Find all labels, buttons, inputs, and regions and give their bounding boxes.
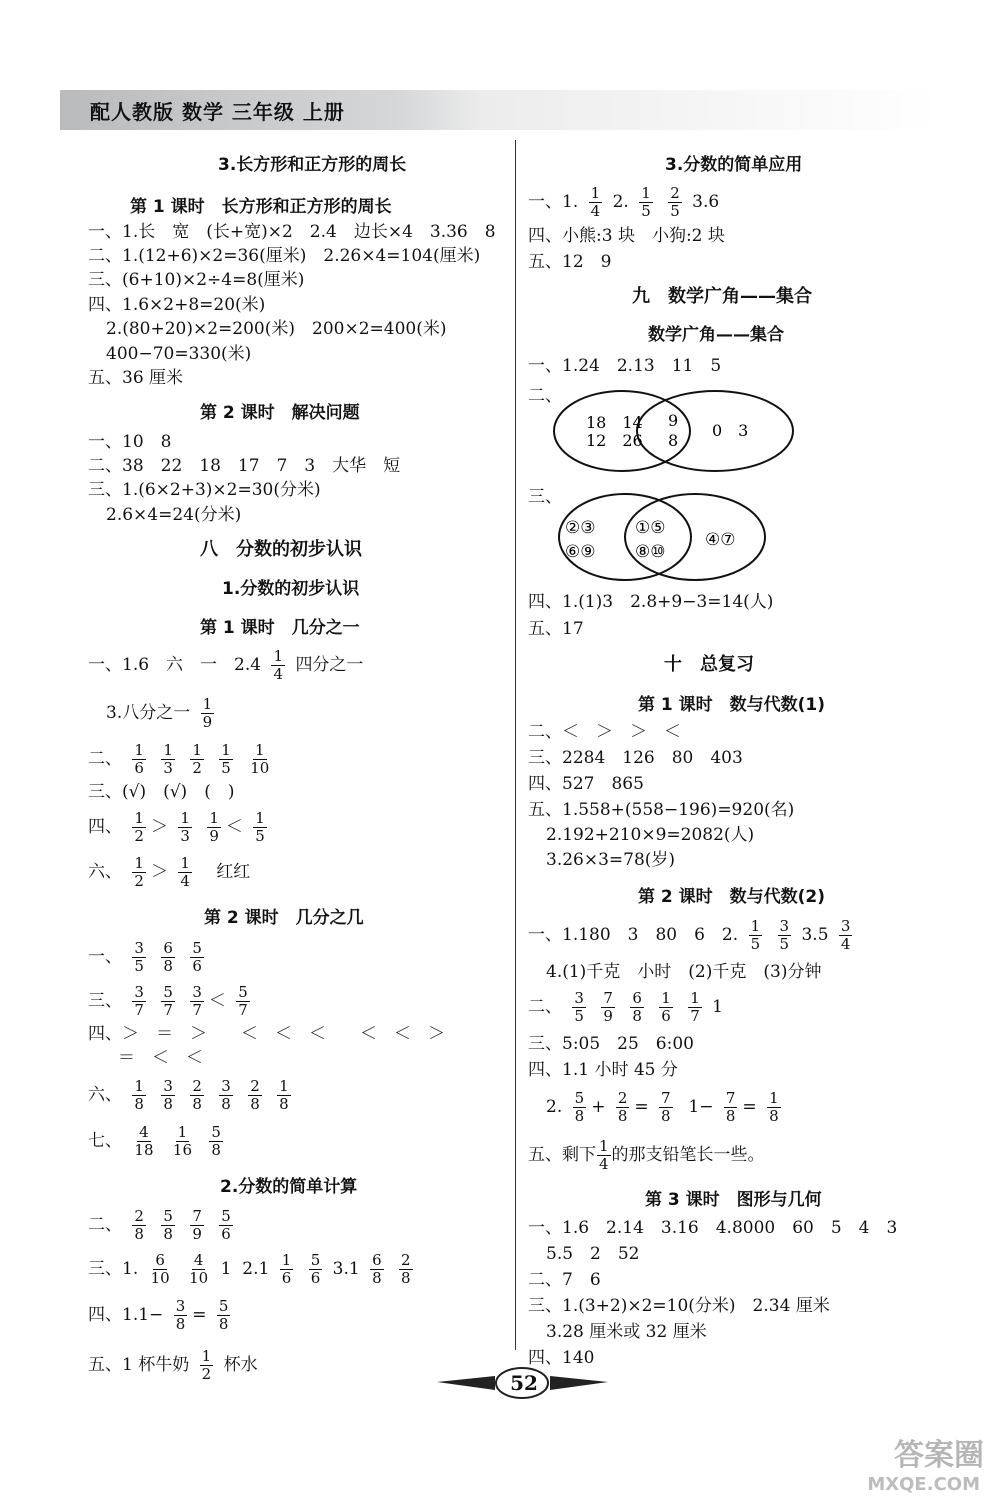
- book-header: 配人教版 数学 三年级 上册: [90, 100, 345, 124]
- answer-text: 四分之一: [295, 655, 364, 675]
- fraction: $\frac{5}{7}$: [163, 983, 173, 1019]
- fraction: $\frac{1}{5}$: [221, 741, 231, 777]
- answer-label: 一、: [88, 947, 122, 967]
- answer-text: 3.八分之一: [106, 703, 191, 723]
- fraction: $\frac{3}{5}$: [574, 989, 584, 1025]
- venn-text: ⑧⑩: [635, 542, 666, 562]
- answer-label: 六、: [88, 862, 122, 882]
- venn-text: ②③: [565, 518, 596, 538]
- page-number: 52: [510, 1371, 538, 1395]
- lesson-title: 第 3 课时 图形与几何: [645, 1190, 822, 1210]
- answer-line: 二、1.(12+6)×2=36(厘米) 2.26×4=104(厘米): [88, 246, 481, 266]
- fraction: $\frac{2}{8}$: [617, 1089, 628, 1125]
- answer-line: [88, 1124, 228, 1159]
- fraction: $\frac{1}{5}$: [641, 184, 651, 220]
- fraction: $\frac{1}{10}$: [250, 741, 270, 777]
- fraction: $\frac{5}{6}$: [310, 1251, 321, 1287]
- fraction: $\frac{2}{8}$: [134, 1207, 144, 1243]
- answer-line: 2.(80+20)×2=200(米) 200×2=400(米): [106, 319, 447, 339]
- fraction: $\frac{1}{2}$: [134, 809, 144, 845]
- answer-label: 三、1.: [88, 1259, 139, 1279]
- answer-line: 二、 $\frac{3}{5}$ $\frac{7}{9}$ $\frac{6}{8}$ $\frac{1}{6}$ $\frac{1}{7}$ 1: [528, 989, 723, 1025]
- venn-text: ④⑦: [705, 530, 736, 550]
- fraction: $\frac{1}{3}$: [163, 741, 173, 777]
- fraction: $\frac{1}{2}$: [201, 1347, 212, 1383]
- watermark-logo: 答案圈: [894, 1438, 984, 1473]
- fraction: $\frac{3}{7}$: [192, 983, 202, 1019]
- answer-line: 一、1.长 宽 (长+宽)×2 2.4 边长×4 3.36 8: [88, 222, 496, 242]
- answer-line: 四、1.1− $\frac{3}{8}$ = $\frac{5}{8}$: [88, 1297, 229, 1333]
- fraction: $\frac{2}{5}$: [670, 184, 680, 220]
- venn-text: 0 3: [712, 421, 749, 440]
- fraction: $\frac{1}{3}$: [180, 809, 190, 845]
- venn-diagram-1: [550, 386, 800, 476]
- fraction: $\frac{1}{8}$: [769, 1089, 779, 1125]
- fraction: $\frac{3}{7}$: [134, 983, 144, 1019]
- fraction: $\frac{1}{5}$: [750, 917, 761, 953]
- lesson-title: 第 1 课时 数与代数(1): [638, 695, 826, 715]
- answer-label: 四、: [88, 1024, 122, 1044]
- fraction: $\frac{7}{9}$: [603, 989, 613, 1025]
- answer-line: 一、1.180 3 80 6 2. $\frac{1}{5}$ $\frac{3}{5}$ 3.5 $\frac{3}{4}$: [528, 917, 851, 953]
- section-title: 3.分数的简单应用: [665, 155, 803, 175]
- answer-line: [106, 696, 219, 731]
- lesson-title: 第 1 课时 几分之一: [200, 618, 360, 638]
- answer-line: 二、7 6: [528, 1270, 601, 1290]
- answer-line: 四、1.6×2+8=20(米): [88, 295, 266, 315]
- section-title: 2.分数的简单计算: [220, 1177, 358, 1197]
- answer-line: [88, 742, 276, 777]
- fraction: $\frac{1}{9}$: [202, 695, 213, 731]
- fraction: $\frac{7}{8}$: [725, 1089, 736, 1125]
- answer-label: 七、: [88, 1131, 122, 1151]
- fraction: $\frac{5}{6}$: [221, 1207, 231, 1243]
- venn-text: 18 14: [586, 413, 643, 432]
- fraction: $\frac{1}{6}$: [281, 1251, 292, 1287]
- answer-line: 二、＜ ＞ ＞ ＜: [528, 722, 681, 742]
- fraction: $\frac{7}{9}$: [192, 1207, 202, 1243]
- answer-line: 四、小熊:3 块 小狗:2 块: [528, 226, 725, 246]
- fraction: $\frac{5}{8}$: [211, 1123, 221, 1159]
- fraction: $\frac{1}{8}$: [279, 1077, 289, 1113]
- fraction: $\frac{1}{7}$: [690, 989, 700, 1025]
- answer-line: 三、 $\frac{3}{7}$ $\frac{5}{7}$ $\frac{3}{7}$ ＜ $\frac{5}{7}$: [88, 983, 248, 1019]
- answer-text: ＞ ＝ ＞ ＜ ＜ ＜ ＜ ＜ ＞: [122, 1024, 445, 1044]
- fraction: $\frac{1}{16}$: [172, 1123, 192, 1159]
- answer-line: 2. $\frac{5}{8}$ + $\frac{2}{8}$ = $\frac{7}{8}$ 1− $\frac{7}{8}$ = $\frac{1}{8}$: [546, 1089, 779, 1125]
- answer-line: 五、36 厘米: [88, 368, 184, 388]
- fraction: $\frac{3}{4}$: [840, 917, 851, 953]
- fraction: $\frac{7}{8}$: [661, 1089, 671, 1125]
- answer-line: [88, 1078, 296, 1113]
- answer-line: [528, 1138, 765, 1173]
- fraction: $\frac{1}{6}$: [134, 741, 144, 777]
- answer-text: 五、1 杯牛奶: [88, 1355, 190, 1375]
- fraction: $\frac{1}{5}$: [255, 809, 265, 845]
- venn-text: 9: [668, 411, 679, 430]
- answer-line: 3.26×3=78(岁): [546, 850, 676, 870]
- fraction: $\frac{6}{8}$: [632, 989, 642, 1025]
- chapter-title: 九 数学广角——集合: [632, 286, 812, 307]
- answer-label: 2.: [546, 1097, 563, 1117]
- fraction: $\frac{1}{6}$: [661, 989, 671, 1025]
- answer-label: 四、1.1−: [88, 1305, 164, 1325]
- answer-line: 三、1. $\frac{6}{10}$ $\frac{4}{10}$ 1 2.1 $\frac{1}{6}$ $\frac{5}{6}$ 3.1 $\frac{6}{8}$ $\frac{2}{8}$: [88, 1251, 411, 1287]
- answer-label: 六、: [88, 1085, 122, 1105]
- answer-label: 二、: [528, 997, 562, 1017]
- venn-text: 8: [668, 431, 679, 450]
- answer-line: 2.6×4=24(分米): [106, 505, 242, 525]
- lesson-title: 第 2 课时 解决问题: [200, 403, 360, 423]
- fraction: $\frac{1}{8}$: [134, 1077, 144, 1113]
- fraction: $\frac{1}{4}$: [273, 647, 284, 683]
- fraction: $\frac{1}{4}$: [590, 184, 601, 220]
- answer-line: 四、140: [528, 1348, 595, 1368]
- answer-label: 二、: [88, 749, 122, 769]
- answer-line: [88, 1208, 238, 1243]
- fraction: $\frac{1}{4}$: [180, 854, 190, 890]
- answer-line: 一、1.24 2.13 11 5: [528, 356, 722, 376]
- fraction: $\frac{2}{8}$: [250, 1077, 260, 1113]
- venn-text: ⑥⑨: [565, 542, 596, 562]
- answer-line: [88, 1024, 445, 1044]
- lesson-title: 第 2 课时 几分之几: [204, 908, 364, 928]
- fraction: $\frac{5}{8}$: [163, 1207, 173, 1243]
- answer-label: 二、: [528, 386, 562, 406]
- answer-line: 4.(1)千克 小时 (2)千克 (3)分钟: [546, 962, 822, 982]
- section-title: 3.长方形和正方形的周长: [218, 155, 407, 175]
- fraction: $\frac{1}{4}$: [599, 1137, 609, 1173]
- answer-line: 一、1. $\frac{1}{4}$ 2. $\frac{1}{5}$ $\frac{2}{5}$ 3.6: [528, 184, 720, 220]
- venn-diagram-2: [555, 490, 770, 585]
- fraction: $\frac{4}{18}$: [134, 1123, 154, 1159]
- chapter-title: 十 总复习: [664, 654, 754, 675]
- answer-line: 400−70=330(米): [106, 344, 252, 364]
- fraction: $\frac{3}{8}$: [163, 1077, 173, 1113]
- fraction: $\frac{3}{5}$: [134, 939, 144, 975]
- venn-text: 12 26: [586, 431, 643, 450]
- lesson-title: 数学广角——集合: [648, 325, 784, 345]
- answer-text: 五、剩下: [528, 1145, 596, 1165]
- fraction: $\frac{2}{8}$: [192, 1077, 202, 1113]
- answer-text: 杯水: [223, 1355, 258, 1375]
- answer-line: 五、1.558+(558−196)=920(名): [528, 800, 795, 820]
- fraction: $\frac{1}{9}$: [209, 809, 219, 845]
- answer-line: 三、(√) (√) ( ): [88, 782, 235, 802]
- answer-line: 一、1.6 2.14 3.16 4.8000 60 5 4 3: [528, 1218, 898, 1238]
- answer-line: 五、17: [528, 619, 584, 639]
- fraction: $\frac{1}{2}$: [134, 854, 144, 890]
- lesson-title: 第 2 课时 数与代数(2): [638, 887, 826, 907]
- answer-line: 三、2284 126 80 403: [528, 748, 743, 768]
- answer-text: 的那支铅笔长一些。: [611, 1145, 765, 1165]
- answer-line: 5.5 2 52: [546, 1244, 640, 1264]
- section-title: 1.分数的初步认识: [222, 579, 360, 599]
- answer-label: 一、1.: [528, 192, 579, 212]
- fraction: $\frac{2}{8}$: [401, 1251, 411, 1287]
- answer-text: 红红: [216, 862, 251, 882]
- fraction: $\frac{1}{2}$: [192, 741, 202, 777]
- answer-text: 一、1.6 六 一 2.4: [88, 655, 262, 675]
- fraction: $\frac{3}{5}$: [779, 917, 790, 953]
- fraction: $\frac{3}{8}$: [221, 1077, 231, 1113]
- answer-label: 四、: [88, 817, 122, 837]
- answer-line: 三、5:05 25 6:00: [528, 1034, 694, 1054]
- fraction: $\frac{5}{7}$: [238, 983, 248, 1019]
- answer-line: 四、527 865: [528, 774, 644, 794]
- answer-line: 三、(6+10)×2÷4=8(厘米): [88, 270, 305, 290]
- answer-line: 四、 $\frac{1}{2}$ ＞ $\frac{1}{3}$ $\frac{1}{9}$ ＜ $\frac{1}{5}$: [88, 809, 265, 845]
- watermark-url: MXQE.COM: [867, 1474, 980, 1495]
- fraction: $\frac{3}{8}$: [175, 1297, 186, 1333]
- answer-line: [88, 1348, 258, 1383]
- fraction: $\frac{5}{6}$: [192, 939, 202, 975]
- fraction: $\frac{4}{10}$: [189, 1251, 209, 1287]
- answer-text: 一、1.180 3 80 6 2.: [528, 925, 739, 945]
- venn-text: ①⑤: [635, 518, 666, 538]
- answer-line: 2.192+210×9=2082(人): [546, 825, 755, 845]
- answer-line: 五、12 9: [528, 252, 612, 272]
- fraction: $\frac{6}{8}$: [372, 1251, 382, 1287]
- answer-line: 六、 $\frac{1}{2}$ ＞ $\frac{1}{4}$ 红红: [88, 854, 251, 890]
- answer-line: 四、1.1 小时 45 分: [528, 1060, 678, 1080]
- column-divider: [515, 140, 516, 1350]
- answer-line: 四、1.(1)3 2.8+9−3=14(人): [528, 592, 774, 612]
- answer-line: 3.28 厘米或 32 厘米: [546, 1322, 707, 1342]
- lesson-title: 第 1 课时 长方形和正方形的周长: [130, 197, 392, 217]
- fraction: $\frac{5}{8}$: [218, 1297, 229, 1333]
- fraction: $\frac{6}{8}$: [163, 939, 173, 975]
- answer-line: 一、10 8: [88, 432, 172, 452]
- answer-line: 二、38 22 18 17 7 3 大华 短: [88, 456, 401, 476]
- chapter-title: 八 分数的初步认识: [200, 539, 362, 560]
- answer-label: 二、: [88, 1215, 122, 1235]
- answer-line: [88, 648, 363, 683]
- fraction: $\frac{5}{8}$: [574, 1089, 585, 1125]
- fraction: $\frac{6}{10}$: [150, 1251, 170, 1287]
- answer-label: 三、: [528, 487, 562, 507]
- answer-label: 三、: [88, 991, 122, 1011]
- answer-line: [88, 940, 209, 975]
- answer-line: 三、1.(3+2)×2=10(分米) 2.34 厘米: [528, 1296, 830, 1316]
- answer-line: 三、1.(6×2+3)×2=30(分米): [88, 480, 321, 500]
- answer-line: ＝ ＜ ＜: [118, 1048, 203, 1068]
